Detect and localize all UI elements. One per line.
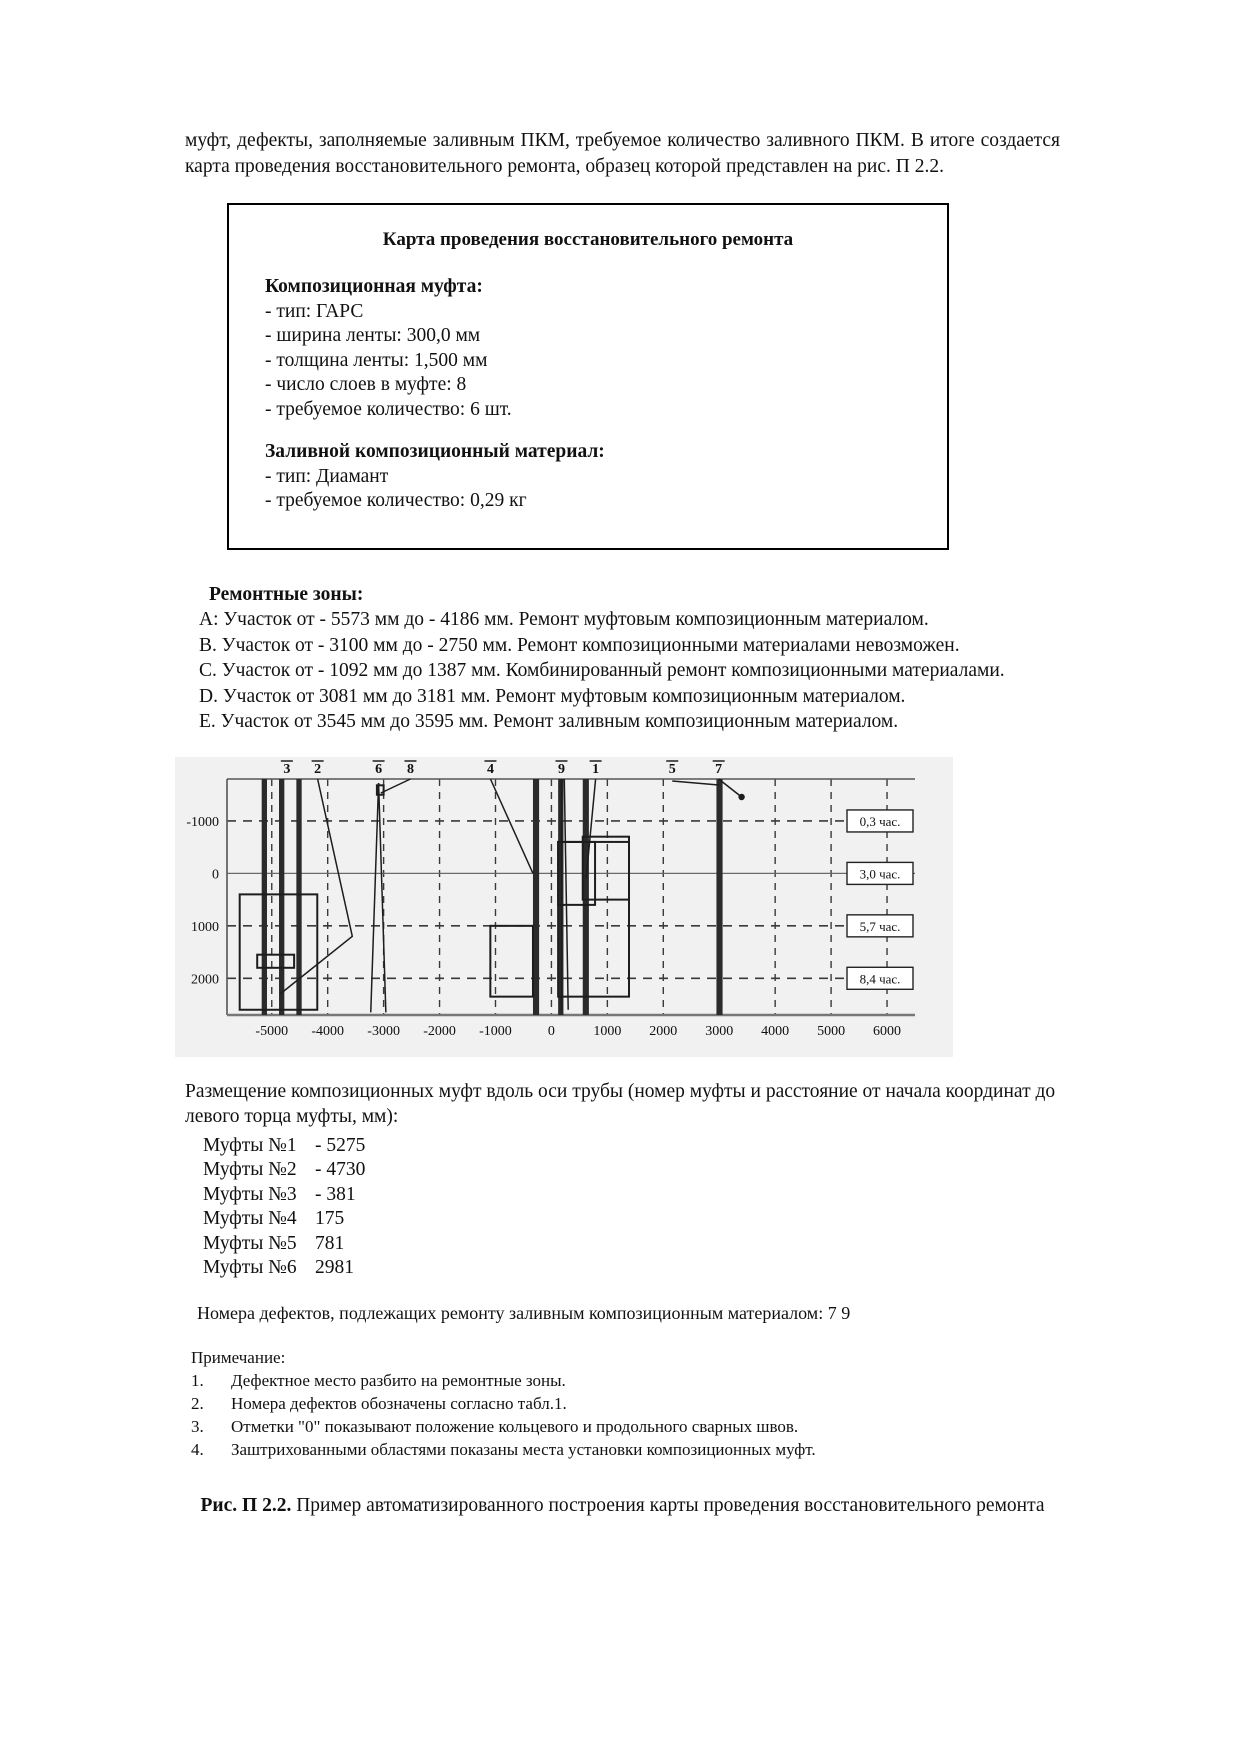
svg-text:6: 6 <box>375 761 383 777</box>
coupling-value: 781 <box>315 1232 345 1254</box>
repair-zone-line: B. Участок от - 3100 мм до - 2750 мм. Ремонт композиционными материалами невозможен. <box>199 634 960 656</box>
list-item <box>185 1183 1060 1208</box>
repair-map-chart <box>175 757 953 1057</box>
svg-text:4: 4 <box>486 761 494 777</box>
coupling-name: Муфты №4 <box>203 1208 297 1229</box>
coupling-value: - 4730 <box>315 1159 366 1180</box>
coupling-list <box>185 1134 1060 1281</box>
card-body <box>229 275 947 514</box>
svg-text:3: 3 <box>283 761 291 777</box>
notes-block <box>185 1346 1060 1461</box>
repair-card <box>227 203 949 550</box>
coupling-name: Муфты №3 <box>203 1183 297 1205</box>
figure-caption <box>185 1493 1060 1519</box>
time-label-text: 8,4 час. <box>859 970 901 986</box>
x-tick-label: -2000 <box>423 1023 456 1039</box>
note-number: 2. <box>191 1393 204 1413</box>
list-item <box>185 1256 1060 1281</box>
coupling-name: Муфты №5 <box>203 1232 297 1254</box>
svg-text:9: 9 <box>557 761 565 777</box>
note-number: 1. <box>191 1370 204 1390</box>
coupling-value: - 381 <box>315 1183 356 1205</box>
note-item <box>185 1438 1060 1461</box>
note-item <box>185 1392 1060 1415</box>
repair-map-svg <box>175 757 953 1057</box>
coupling-name: Муфты №2 <box>203 1159 297 1180</box>
coupling-name: Муфты №1 <box>203 1134 297 1156</box>
y-tick-label: -1000 <box>186 814 219 830</box>
note-text: Заштрихованными областями показаны места установки композиционных муфт. <box>231 1439 816 1459</box>
card-title: Карта проведения восстановительного ремонта <box>382 229 794 250</box>
repair-zone-line: D. Участок от 3081 мм до 3181 мм. Ремонт муфтовым композиционным материалом. <box>199 685 906 707</box>
figure-label: Рис. П 2.2. <box>200 1494 292 1516</box>
time-label-text: 0,3 час. <box>859 813 901 829</box>
card-section2-heading: Заливной композиционный материал: <box>265 441 605 462</box>
card-section1-heading: Композиционная муфта: <box>265 276 483 297</box>
card-item: - тип: Диамант <box>265 465 389 487</box>
placement-intro: Размещение композиционных муфт вдоль оси трубы (номер муфты и расстояние от начала координат до левого торца муфты, мм): <box>185 1080 1056 1127</box>
list-item <box>185 1207 1060 1232</box>
x-tick-label: 2000 <box>649 1023 678 1039</box>
svg-text:7: 7 <box>715 761 723 777</box>
repair-zones <box>185 582 1060 735</box>
note-text: Дефектное место разбито на ремонтные зоны. <box>231 1370 566 1390</box>
list-item <box>185 1158 1060 1183</box>
coupling-name: Муфты №6 <box>203 1257 297 1278</box>
card-item: - толщина ленты: 1,500 мм <box>265 349 488 371</box>
note-number: 3. <box>191 1416 204 1436</box>
x-tick-label: -1000 <box>479 1023 512 1039</box>
notes-title: Примечание: <box>191 1347 286 1367</box>
repair-zone-line: C. Участок от - 1092 мм до 1387 мм. Комбинированный ремонт композиционными материалами. <box>199 660 1005 681</box>
note-text: Номера дефектов обозначены согласно табл.1. <box>231 1393 567 1413</box>
svg-text:2: 2 <box>314 761 322 777</box>
x-tick-label: -5000 <box>255 1023 289 1039</box>
intro-paragraph: муфт, дефекты, заполняемые заливным ПКМ, требуемое количество заливного ПКМ. В итоге создается карта проведения восстановительного ремонта, образец которой представлен на рис. П 2.2. <box>185 130 1060 177</box>
x-tick-label: -3000 <box>367 1023 400 1039</box>
repair-zones-title: Ремонтные зоны: <box>209 583 364 605</box>
y-tick-label: 2000 <box>191 971 219 987</box>
x-tick-label: 0 <box>547 1023 555 1039</box>
y-tick-label: 0 <box>212 866 219 882</box>
list-item <box>185 1232 1060 1257</box>
y-tick-label: 1000 <box>191 919 219 935</box>
time-label-text: 5,7 час. <box>859 918 901 934</box>
svg-text:5: 5 <box>668 761 676 777</box>
card-item: - ширина ленты: 300,0 мм <box>265 325 481 346</box>
x-tick-label: 3000 <box>705 1023 734 1039</box>
x-tick-label: 4000 <box>761 1023 790 1039</box>
note-text: Отметки "0" показывают положение кольцевого и продольного сварных швов. <box>231 1416 799 1436</box>
coupling-value: 175 <box>315 1208 345 1229</box>
card-item: - число слоев в муфте: 8 <box>265 374 467 395</box>
note-item <box>185 1369 1060 1392</box>
list-item <box>185 1134 1060 1159</box>
card-item: - требуемое количество: 6 шт. <box>265 398 512 420</box>
repair-zone-line: A: Участок от - 5573 мм до - 4186 мм. Ремонт муфтовым композиционным материалом. <box>199 609 929 630</box>
note-item <box>185 1415 1060 1438</box>
repair-zone-line: E. Участок от 3545 мм до 3595 мм. Ремонт заливным композиционным материалом. <box>199 711 899 732</box>
x-tick-label: 5000 <box>817 1023 846 1039</box>
coupling-value: 2981 <box>315 1257 354 1278</box>
time-label-text: 3,0 час. <box>859 865 901 881</box>
card-spacer <box>265 422 947 440</box>
defects-for-pour-repair: Номера дефектов, подлежащих ремонту заливным композиционным материалом: 7 9 <box>197 1302 851 1323</box>
card-item: - требуемое количество: 0,29 кг <box>265 490 527 511</box>
coupling-value: - 5275 <box>315 1134 366 1156</box>
svg-text:1: 1 <box>592 761 600 777</box>
card-item: - тип: ГАРС <box>265 300 364 322</box>
note-number: 4. <box>191 1439 204 1459</box>
svg-text:8: 8 <box>406 761 414 777</box>
x-tick-label: 1000 <box>593 1023 622 1039</box>
x-tick-label: 6000 <box>873 1023 902 1039</box>
x-tick-label: -4000 <box>311 1023 345 1039</box>
figure-caption-text: Пример автоматизированного построения карты проведения восстановительного ремонта <box>291 1494 1045 1516</box>
